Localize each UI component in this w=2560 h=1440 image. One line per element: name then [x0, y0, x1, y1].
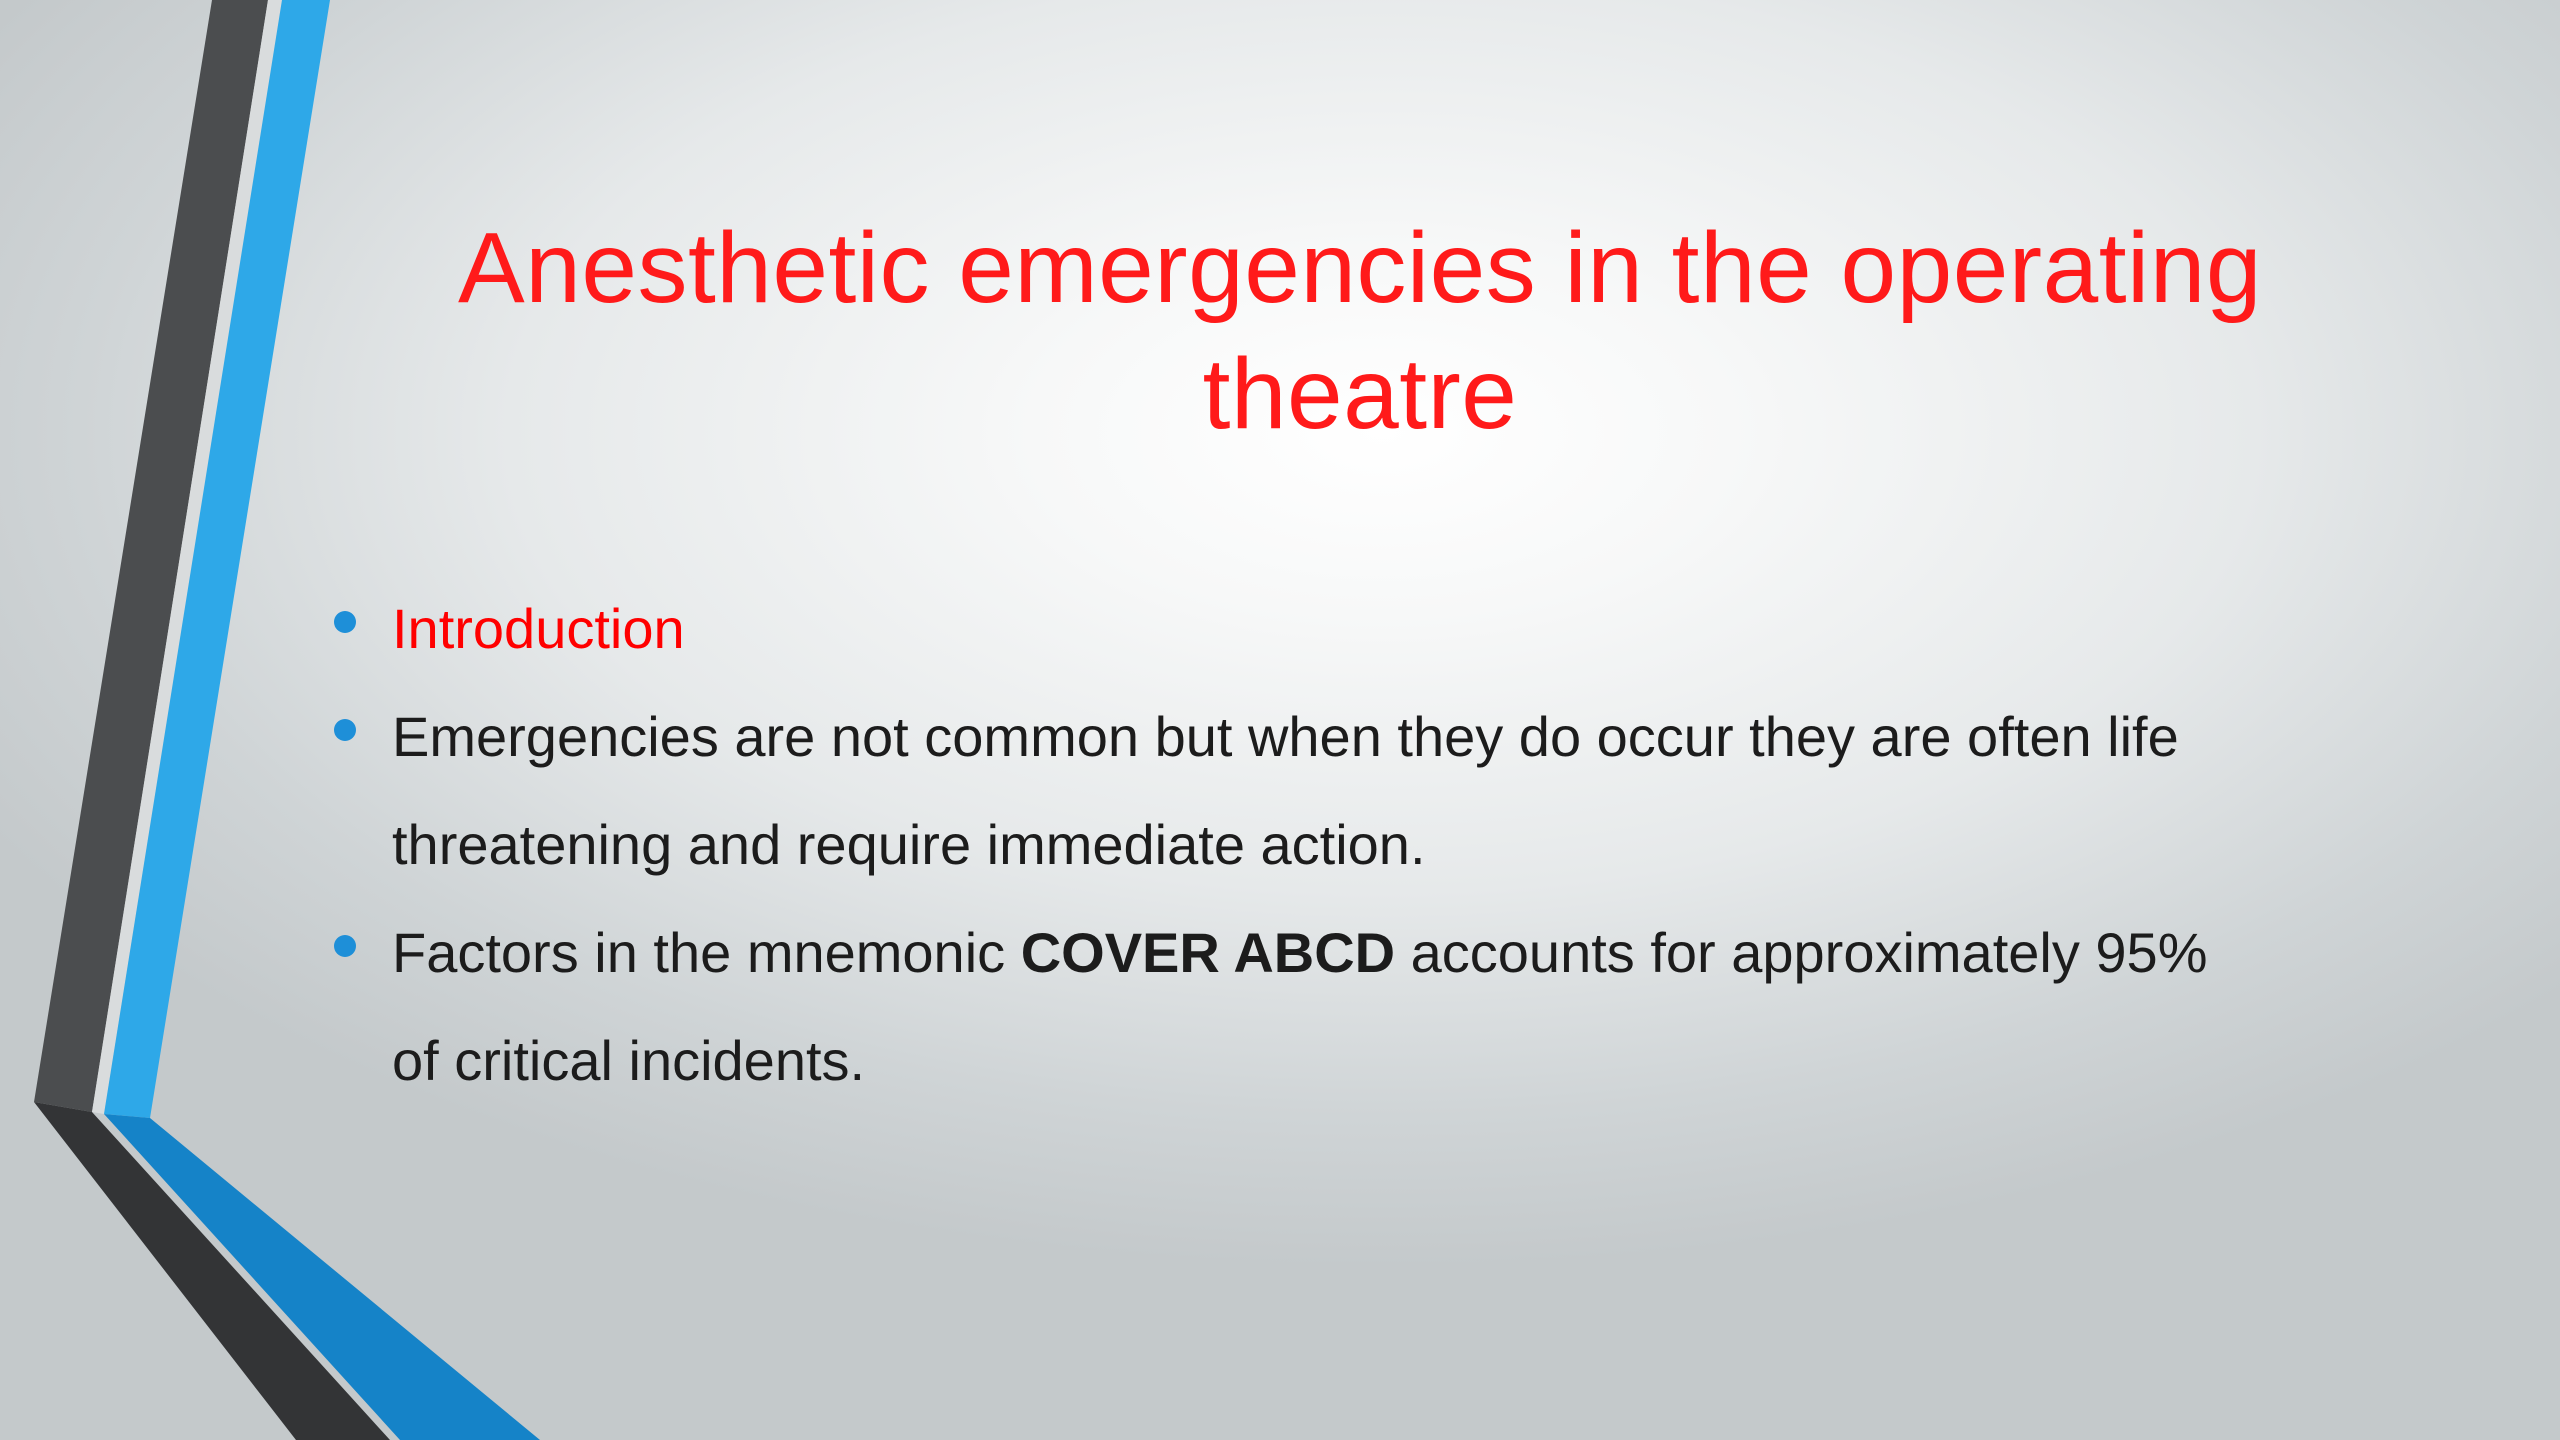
bullet-item-emergencies — [330, 683, 2230, 899]
bullet-text-before: Factors in the mnemonic — [392, 921, 1021, 984]
bullet-text-after: accounts for approximately 95% of critical incidents. — [392, 921, 2208, 1092]
bullet-text: Introduction — [392, 597, 685, 660]
bullet-text: Emergencies are not common but when they do occur they are often life threatening and require immediate action. — [392, 705, 2179, 876]
bullet-item-introduction — [330, 575, 2230, 683]
gray-stripe-diagonal — [34, 1102, 390, 1440]
bullet-dot-icon — [334, 611, 356, 633]
bullet-item-cover-abcd — [330, 899, 2230, 1115]
bullet-dot-icon — [334, 719, 356, 741]
bullet-list — [330, 575, 2230, 1115]
mnemonic-text: COVER ABCD — [1020, 921, 1396, 984]
slide-title: Anesthetic emergencies in the operating theatre — [458, 212, 2262, 450]
bullet-dot-icon — [334, 935, 356, 957]
